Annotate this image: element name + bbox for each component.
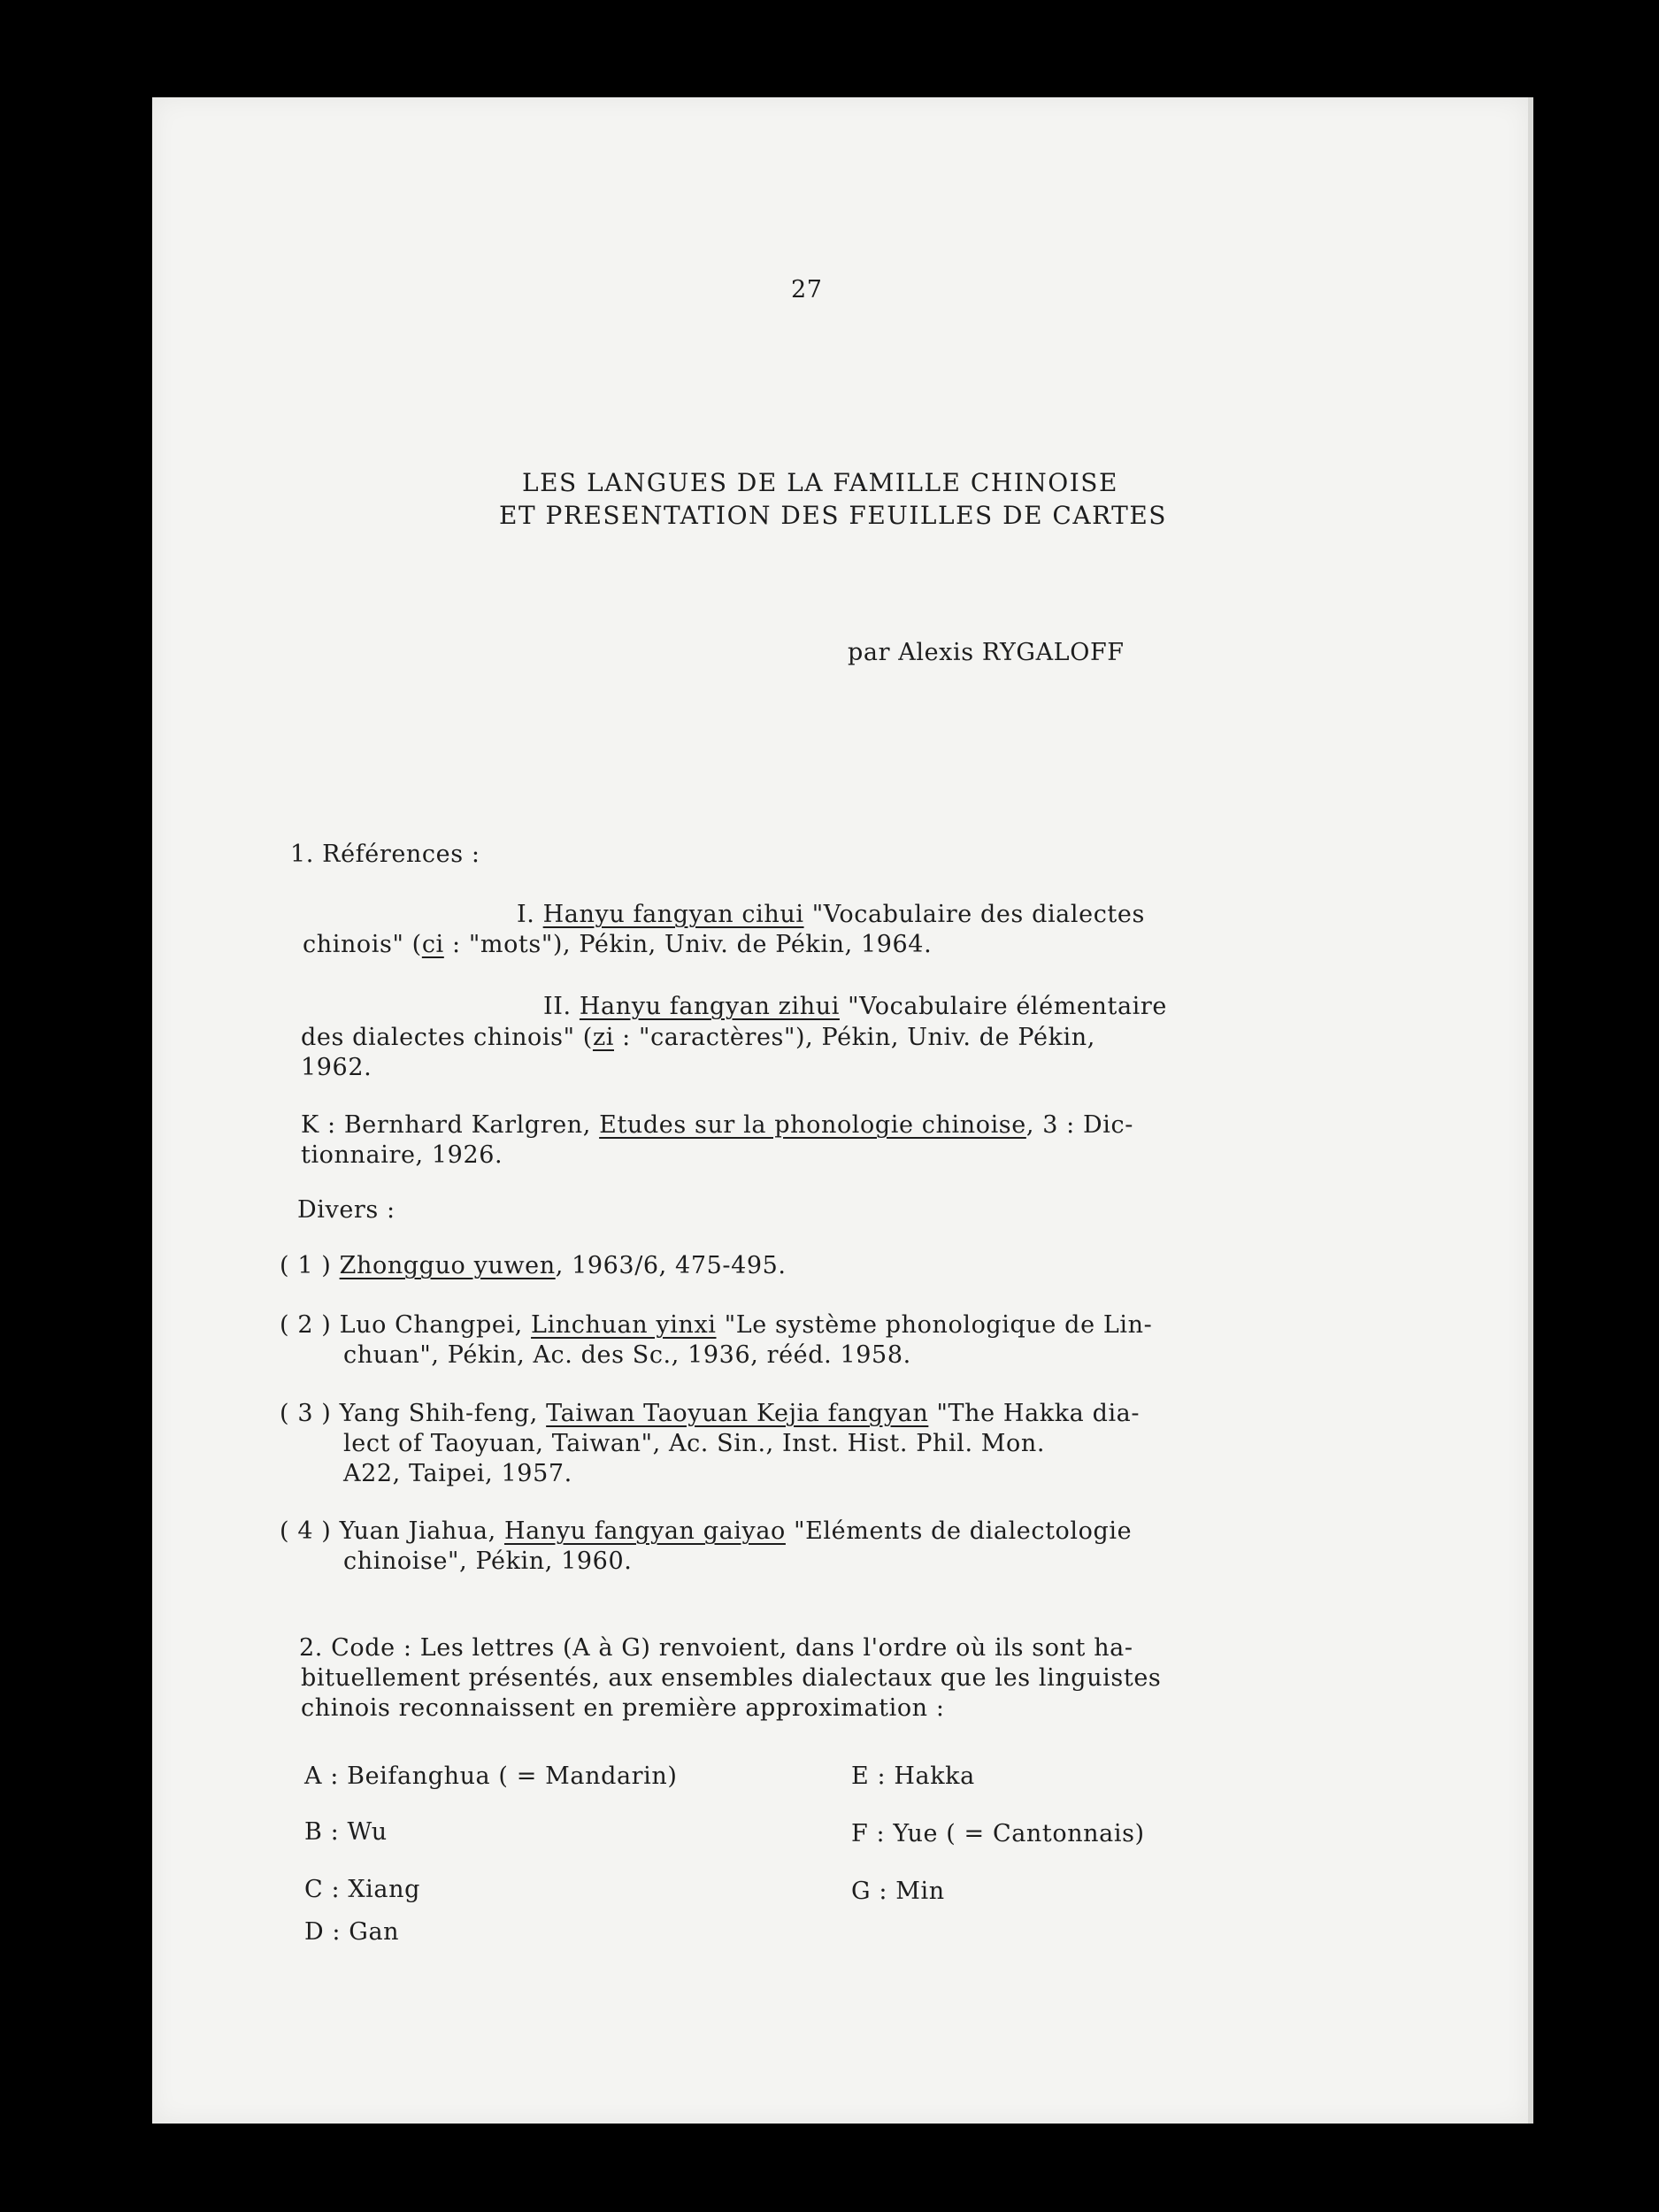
divers-item-3-line-3: A22, Taipei, 1957.: [343, 1460, 572, 1487]
divers-item-2-line-1: ( 2 ) Luo Changpei, Linchuan yinxi "Le système phonologique de Lin-: [280, 1311, 1153, 1339]
code-item-e: E : Hakka: [851, 1763, 975, 1790]
ref-k-line-1: K : Bernhard Karlgren, Etudes sur la phonologie chinoise, 3 : Dic-: [301, 1111, 1133, 1139]
ref-ii-line-1: II. Hanyu fangyan zihui "Vocabulaire élémentaire: [543, 993, 1167, 1020]
code-line-1: 2. Code : Les lettres (A à G) renvoient, dans l'ordre où ils sont ha-: [299, 1634, 1133, 1662]
code-item-g: G : Min: [851, 1878, 945, 1905]
ref-ii-line-3: 1962.: [301, 1054, 373, 1081]
ref-k-title: Etudes sur la phonologie chinoise: [599, 1111, 1026, 1139]
references-heading: 1. Références :: [290, 841, 480, 868]
ref-k-line-2: tionnaire, 1926.: [301, 1141, 503, 1169]
document-page: [152, 97, 1533, 2124]
divers-item-3-line-2: lect of Taoyuan, Taiwan", Ac. Sin., Inst. Hist. Phil. Mon.: [343, 1430, 1046, 1457]
divers-item-4-line-2: chinoise", Pékin, 1960.: [343, 1548, 633, 1575]
divers-heading: Divers :: [297, 1196, 396, 1224]
title-line-2: ET PRESENTATION DES FEUILLES DE CARTES: [499, 501, 1167, 530]
ref-i-line-1: I. Hanyu fangyan cihui "Vocabulaire des dialectes: [517, 901, 1145, 928]
code-item-c: C : Xiang: [304, 1876, 420, 1903]
ref-i-line-2: chinois" (ci : "mots"), Pékin, Univ. de Pékin, 1964.: [303, 931, 933, 958]
code-line-3: chinois reconnaissent en première approximation :: [301, 1694, 945, 1722]
divers-item-3-line-1: ( 3 ) Yang Shih-feng, Taiwan Taoyuan Kejia fangyan "The Hakka dia-: [280, 1400, 1141, 1427]
ref-i-title: Hanyu fangyan cihui: [542, 901, 804, 928]
code-item-f: F : Yue ( = Cantonnais): [851, 1820, 1145, 1847]
divers-item-1: ( 1 ) Zhongguo yuwen, 1963/6, 475-495.: [280, 1252, 787, 1279]
code-item-d: D : Gan: [304, 1918, 400, 1946]
divers-item-4-line-1: ( 4 ) Yuan Jiahua, Hanyu fangyan gaiyao "Eléments de dialectologie: [280, 1517, 1133, 1545]
title-line-1: LES LANGUES DE LA FAMILLE CHINOISE: [522, 468, 1118, 497]
author: par Alexis RYGALOFF: [848, 639, 1125, 666]
divers-item-2-line-2: chuan", Pékin, Ac. des Sc., 1936, rééd. 1958.: [343, 1341, 911, 1369]
code-line-2: bituellement présentés, aux ensembles dialectaux que les linguistes: [301, 1664, 1162, 1692]
ref-ii-line-2: des dialectes chinois" (zi : "caractères"), Pékin, Univ. de Pékin,: [301, 1024, 1095, 1051]
page-number: 27: [791, 276, 823, 303]
ref-ii-title: Hanyu fangyan zihui: [579, 993, 840, 1020]
bleed-through: [285, 363, 293, 395]
code-item-a: A : Beifanghua ( = Mandarin): [304, 1763, 678, 1790]
code-item-b: B : Wu: [304, 1818, 388, 1846]
